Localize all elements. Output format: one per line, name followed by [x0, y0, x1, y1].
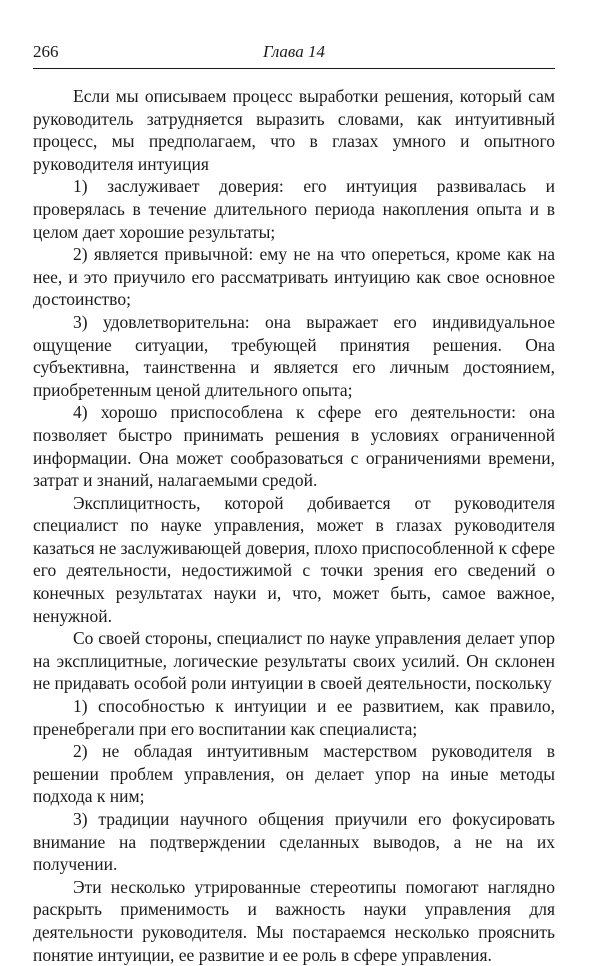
paragraph-adaptation-item: 4) хорошо приспособлена к сфере его деятельности: она позволяет быстро принимать решения в условиях ограниченной информации. Она может сообразоваться с ограничениями времени, затрат и знаний, налагаемыми средой. [33, 402, 555, 491]
paragraph-explicitness: Эксплицитность, которой добивается от руководителя специалист по науке управления, может в глазах руководителя казаться не заслуживающей доверия, плохо приспособленной к сфере его деятельности, недостижимой с точки зрения его сведений о конечных результатах науки и, что, может быть, самое важное, ненужной. [33, 492, 555, 626]
paragraph-intro: Если мы описываем процесс выработки решения, который сам руководитель затрудняется выразить словами, как интуитивный процесс, мы предполагаем, что в глазах умного и опытного руководителя интуиция [33, 86, 555, 174]
book-page [33, 40, 555, 966]
body-text [33, 85, 555, 966]
paragraph-satisfaction-item: 3) удовлетворительна: она выражает его индивидуальное ощущение ситуации, требующей принятия решения. Она субъективна, таинственна и является его личным достоянием, приобретенным ценой длительного опыта; [33, 311, 555, 400]
running-header [33, 40, 555, 69]
paragraph-tradition-item: 3) традиции научного общения приучили его фокусировать внимание на подтверждении сделанных выводов, а не на их получении. [33, 809, 555, 875]
chapter-title: Глава 14 [263, 42, 325, 61]
page-number: 266 [33, 42, 59, 61]
paragraph-trust-item: 1) заслуживает доверия: его интуиция развивалась и проверялась в течение длительного периода накопления опыта и в целом дает хорошие результаты; [33, 176, 555, 242]
paragraph-habit-item: 2) является привычной: ему не на что опереться, кроме как на нее, и это приучило его рассматривать интуицию как свое основное достоинство; [33, 244, 555, 310]
paragraph-conclusion: Эти несколько утрированные стереотипы помогают наглядно раскрыть применимость и важность науки управления для деятельности руководителя. Мы постараемся несколько прояснить понятие интуиции, ее развитие и ее роль в сфере управления. [33, 876, 555, 965]
paragraph-specialist-view: Со своей стороны, специалист по науке управления делает упор на эксплицитные, логические результаты своих усилий. Он склонен не придавать особой роли интуиции в своей деятельности, поскольку [33, 628, 555, 694]
paragraph-neglect-item: 1) способностью к интуиции и ее развитием, как правило, пренебрегали при его воспитании как специалиста; [33, 696, 555, 739]
paragraph-methods-item: 2) не обладая интуитивным мастерством руководителя в решении проблем управления, он делает упор на иные методы подхода к ним; [33, 741, 555, 807]
